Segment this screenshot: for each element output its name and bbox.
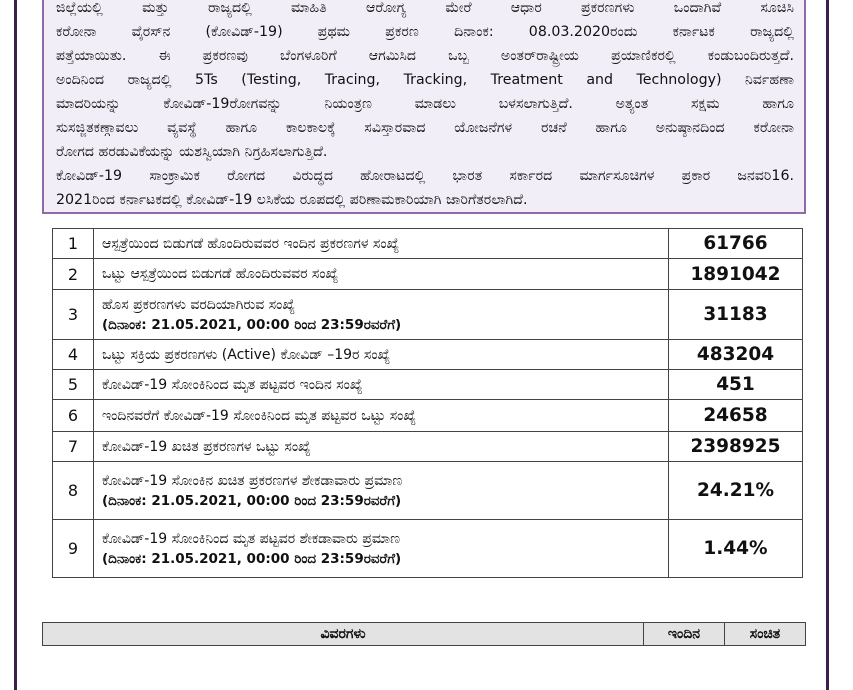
row-description-text: ಕೋವಿಡ್-19 ಸೋಂಕಿನಿಂದ ಮೃತ ಪಟ್ಟವರ ಇಂದಿನ ಸಂಖ್ಯೆ — [102, 376, 363, 393]
row-description-text: ಕೋವಿಡ್-19 ಸೋಂಕಿನಿಂದ ಮೃತ ಪಟ್ಟವರ ಶೇಕಡಾವಾರು ಪ್ರಮಾಣ — [102, 530, 401, 547]
row-description — [94, 229, 669, 259]
row-number: 5 — [53, 370, 94, 400]
row-value: 61766 — [669, 229, 803, 259]
row-value: 1.44% — [669, 520, 803, 578]
table-row — [53, 340, 803, 370]
table-row — [53, 229, 803, 259]
intro-line: ಕರೋನಾ ವೈರಸ್‌ನ (ಕೋವಿಡ್-19) ಪ್ರಥಮ ಪ್ರಕರಣ ದಿನಾಂಕ: 08.03.2020ರಂದು ಕರ್ನಾಟಕ ರಾಜ್ಯದಲ್ಲಿ — [56, 24, 794, 40]
row-description — [94, 259, 669, 290]
row-description — [94, 400, 669, 432]
row-description — [94, 520, 669, 578]
row-value: 24658 — [669, 400, 803, 432]
intro-line: ಅಂದಿನಿಂದ ರಾಜ್ಯದಲ್ಲಿ 5Ts (Testing, Tracing, Tracking, Treatment and Technology) ನಿರ್ವಹಣಾ — [56, 72, 794, 88]
row-description-text: ಕೋವಿಡ್-19 ಖಚಿತ ಪ್ರಕರಣಗಳ ಒಟ್ಟು ಸಂಖ್ಯೆ — [102, 438, 311, 455]
table-row — [53, 259, 803, 290]
row-number: 1 — [53, 229, 94, 259]
row-description — [94, 462, 669, 520]
row-number: 9 — [53, 520, 94, 578]
intro-line: ಮಾದರಿಯನ್ನು ಕೋವಿಡ್-19ರೋಗವನ್ನು ನಿಯಂತ್ರಣ ಮಾಡಲು ಬಳಸಲಾಗುತ್ತಿದೆ. ಅತ್ಯಂತ ಸಕ್ಷಮ ಹಾಗೂ — [56, 96, 794, 112]
row-date-range: (ದಿನಾಂಕ: 21.05.2021, 00:00 ರಿಂದ 23:59ರವರೆಗೆ) — [102, 316, 402, 333]
table-row — [53, 290, 803, 340]
row-description-text: ಒಟ್ಟು ಸಕ್ರಿಯ ಪ್ರಕರಣಗಳು (Active) ಕೋವಿಡ್ –19ರ ಸಂಖ್ಯೆ — [102, 346, 391, 363]
header-today: ಇಂದಿನ — [644, 623, 725, 646]
row-number: 8 — [53, 462, 94, 520]
header-cumulative: ಸಂಚಿತ — [725, 623, 806, 646]
intro-line: ಜಿಲ್ಲೆಯಲ್ಲಿ ಮತ್ತು ರಾಜ್ಯದಲ್ಲಿ ಮಾಹಿತಿ ಆರೋಗ್ಯ ಮೇರೆ ಆಧಾರ ಪ್ರಕರಣಗಳು ಒಂದಾಗಿವೆ ಸೂಚಿಸಿ — [56, 0, 794, 16]
row-number: 4 — [53, 340, 94, 370]
intro-line: ಪತ್ತೆಯಾಯಿತು. ಈ ಪ್ರಕರಣವು ಬೆಂಗಳೂರಿಗೆ ಆಗಮಿಸಿದ ಒಬ್ಬ ಅಂತರ್‌ರಾಷ್ಟ್ರೀಯ ಪ್ರಯಾಣಿಕರಲ್ಲಿ ಕಂಡುಬಂದಿರುತ್ತದೆ. — [56, 48, 794, 64]
intro-box — [42, 0, 806, 214]
row-value: 483204 — [669, 340, 803, 370]
row-description — [94, 340, 669, 370]
row-description-text: ಒಟ್ಟು ಆಸ್ಪತ್ರೆಯಿಂದ ಬಿಡುಗಡೆ ಹೊಂದಿರುವವರ ಸಂಖ್ಯೆ — [102, 266, 339, 282]
intro-line: 2021ರಿಂದ ಕರ್ನಾಟಕದಲ್ಲಿ ಕೋವಿಡ್-19 ಲಸಿಕೆಯ ರೂಪದಲ್ಲಿ ಪರಿಣಾಮಕಾರಿಯಾಗಿ ಜಾರಿಗೆತರಲಾಗಿದೆ. — [56, 192, 528, 208]
row-number: 6 — [53, 400, 94, 432]
stats-table — [52, 228, 803, 578]
row-date-range: (ದಿನಾಂಕ: 21.05.2021, 00:00 ರಿಂದ 23:59ರವರೆಗೆ) — [102, 550, 402, 567]
row-date-range: (ದಿನಾಂಕ: 21.05.2021, 00:00 ರಿಂದ 23:59ರವರೆಗೆ) — [102, 492, 402, 509]
row-value: 24.21% — [669, 462, 803, 520]
header-row — [43, 623, 806, 646]
row-description-text: ಆಸ್ಪತ್ರೆಯಿಂದ ಬಿಡುಗಡೆ ಹೊಂದಿರುವವರ ಇಂದಿನ ಪ್ರಕರಣಗಳ ಸಂಖ್ಯೆ — [102, 235, 400, 252]
header-details: ವಿವರಗಳು — [43, 623, 644, 646]
table-row — [53, 400, 803, 432]
row-value: 31183 — [669, 290, 803, 340]
row-number: 2 — [53, 259, 94, 290]
intro-line: ಸುಸಜ್ಜಿತಕಣ್ಗಾವಲು ವ್ಯವಸ್ಥೆ ಹಾಗೂ ಕಾಲಕಾಲಕ್ಕೆ ಸವಿಸ್ತಾರವಾದ ಯೋಜನೆಗಳ ರಚನೆ ಹಾಗೂ ಅನುಷ್ಠಾನದಿಂದ ಕರೋನಾ — [56, 120, 794, 136]
table-row — [53, 370, 803, 400]
row-number: 7 — [53, 432, 94, 462]
table-row — [53, 462, 803, 520]
row-description — [94, 290, 669, 340]
row-description-text: ಇಂದಿನವರೆಗೆ ಕೋವಿಡ್-19 ಸೋಂಕಿನಿಂದ ಮೃತ ಪಟ್ಟವರ ಒಟ್ಟು ಸಂಖ್ಯೆ — [102, 407, 417, 424]
intro-line: ಕೋವಿಡ್-19 ಸಾಂಕ್ರಾಮಿಕ ರೋಗದ ವಿರುದ್ಧದ ಹೋರಾಟದಲ್ಲಿ ಭಾರತ ಸರ್ಕಾರದ ಮಾರ್ಗಸೂಚಿಗಳ ಪ್ರಕಾರ ಜನವರಿ16. — [56, 168, 794, 184]
row-number: 3 — [53, 290, 94, 340]
row-description-text: ಹೊಸ ಪ್ರಕರಣಗಳು ವರದಿಯಾಗಿರುವ ಸಂಖ್ಯೆ — [102, 296, 296, 313]
details-table-header — [42, 622, 806, 646]
row-description-text: ಕೋವಿಡ್-19 ಸೋಂಕಿನ ಖಚಿತ ಪ್ರಕರಣಗಳ ಶೇಕಡಾವಾರು ಪ್ರಮಾಣ — [102, 472, 403, 489]
table-row — [53, 520, 803, 578]
row-description — [94, 370, 669, 400]
table-row — [53, 432, 803, 462]
row-value: 2398925 — [669, 432, 803, 462]
row-value: 1891042 — [669, 259, 803, 290]
row-description — [94, 432, 669, 462]
row-value: 451 — [669, 370, 803, 400]
intro-line: ರೋಗದ ಹರಡುವಿಕೆಯನ್ನು ಯಶಸ್ವಿಯಾಗಿ ನಿಗ್ರಹಿಸಲಾಗುತ್ತಿದೆ. — [56, 144, 328, 160]
